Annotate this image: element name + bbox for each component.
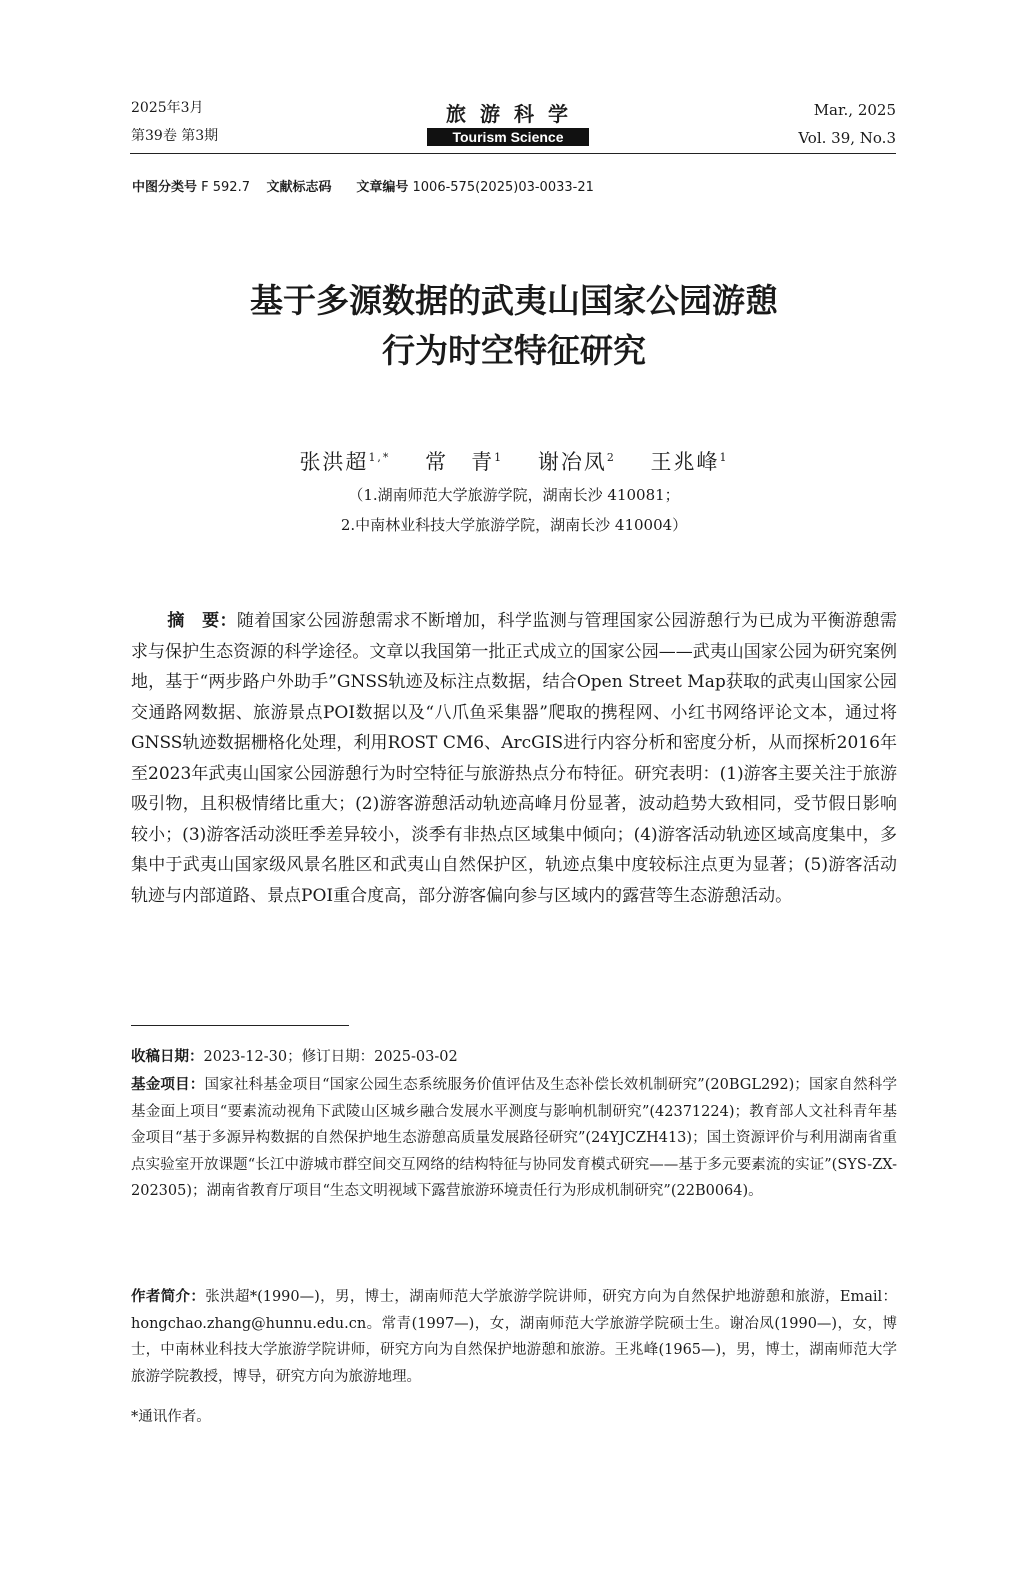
header-volume-en: Vol. 39, No.3 [798, 129, 896, 147]
abstract-label: 摘 要： [167, 611, 237, 631]
article-number-value: 1006-575(2025)03-0033-21 [412, 180, 594, 195]
title-line-2: 行为时空特征研究 [382, 331, 646, 370]
corresponding-author-note: *通讯作者。 [131, 1409, 211, 1425]
fund-text: 国家社科基金项目“国家公园生态系统服务价值评估及生态补偿长效机制研究”(20BGL292)；国家自然科学基金面上项目“要素流动视角下武陵山区城乡融合发展水平测度与影响机制研究”(42371224)；教育部人文社科青年基金项目“基于多源异构数据的自然保护地生态游憩高质量发展路径研究”(24YJCZH413)；国土资源评价与利用湖南省重点实验室开放课题“长江中游城市群空间交互网络的结构特征与协同发育模式研究——基于多元要素流的实证”(SYS-ZX-202305)；湖南省教育厅项目“生态文明视域下露营旅游环境责任行为形成机制研究”(22B0064)。 [131, 1077, 897, 1199]
received-date [131, 1044, 897, 1071]
affiliation-line-1: （1.湖南师范大学旅游学院，湖南长沙 410081； [348, 486, 680, 504]
author-bio [131, 1284, 897, 1390]
abstract [131, 606, 897, 911]
author-affil-mark: 1 [494, 451, 504, 464]
bio-text: 张洪超*(1990—)，男，博士，湖南师范大学旅游学院讲师，研究方向为自然保护地游憩和旅游，Email：hongchao.zhang@hunnu.edu.cn。常青(1997—)，女，湖南师范大学旅游学院硕士生。谢冶凤(1990—)，女，博士，中南林业科技大学旅游学院讲师，研究方向为自然保护地游憩和旅游。王兆峰(1965—)，男，博士，湖南师范大学旅游学院教授，博导，研究方向为旅游地理。 [131, 1289, 898, 1385]
author-list [0, 446, 1028, 476]
header-date-en: Mar., 2025 [813, 101, 896, 119]
received-label: 收稿日期： [131, 1049, 204, 1065]
author-name: 常 青 [425, 450, 495, 474]
fund-info [131, 1072, 897, 1205]
affiliation-line-2: 2.中南林业科技大学旅游学院，湖南长沙 410004） [340, 516, 688, 534]
author-name: 谢冶凤 [537, 450, 607, 474]
bio-label: 作者简介： [131, 1289, 206, 1305]
paper-title [0, 276, 1028, 376]
journal-title-cn: 旅游科学 [446, 102, 582, 126]
clc-label: 中图分类号 [132, 180, 198, 195]
doc-code-label: 文献标志码 [266, 180, 332, 195]
abstract-text: 随着国家公园游憩需求不断增加，科学监测与管理国家公园游憩行为已成为平衡游憩需求与保护生态资源的科学途径。文章以我国第一批正式成立的国家公园——武夷山国家公园为研究案例地，基于“两步路户外助手”GNSS轨迹及标注点数据，结合Open Street Map获取的武夷山国家公园交通路网数据、旅游景点POI数据以及“八爪鱼采集器”爬取的携程网、小红书网络评论文本，通过将GNSS轨迹数据栅格化处理，利用ROST CM6、ArcGIS进行内容分析和密度分析，从而探析2016年至2023年武夷山国家公园游憩行为时空特征与旅游热点分布特征。研究表明：(1)游客主要关注于旅游吸引物，且积极情绪比重大；(2)游客游憩活动轨迹高峰月份显著，波动趋势大致相同，受节假日影响较小；(3)游客活动淡旺季差异较小，淡季有非热点区域集中倾向；(4)游客活动轨迹区域高度集中，多集中于武夷山国家级风景名胜区和武夷山自然保护区，轨迹点集中度较标注点更为显著；(5)游客活动轨迹与内部道路、景点POI重合度高，部分游客偏向参与区域内的露营等生态游憩活动。 [131, 611, 897, 906]
title-line-1: 基于多源数据的武夷山国家公园游憩 [250, 281, 778, 320]
footnote-rule [131, 1025, 349, 1026]
clc-value: F 592.7 [201, 180, 250, 195]
received-text: 2023-12-30；修订日期：2025-03-02 [203, 1049, 458, 1065]
classification-line [132, 176, 594, 195]
author-affil-mark: 2 [606, 451, 616, 464]
author-affil-mark: 1 [719, 451, 729, 464]
journal-title-en: Tourism Science [427, 128, 589, 146]
author-name: 张洪超 [299, 450, 369, 474]
author-name: 王兆峰 [650, 450, 720, 474]
article-number-label: 文章编号 [356, 180, 409, 195]
fund-label: 基金项目： [131, 1077, 205, 1093]
header-date-cn: 2025年3月 [131, 100, 204, 116]
header-rule [130, 153, 896, 154]
header-volume-cn: 第39卷 第3期 [131, 128, 219, 144]
author-affil-mark: 1,* [368, 451, 391, 464]
